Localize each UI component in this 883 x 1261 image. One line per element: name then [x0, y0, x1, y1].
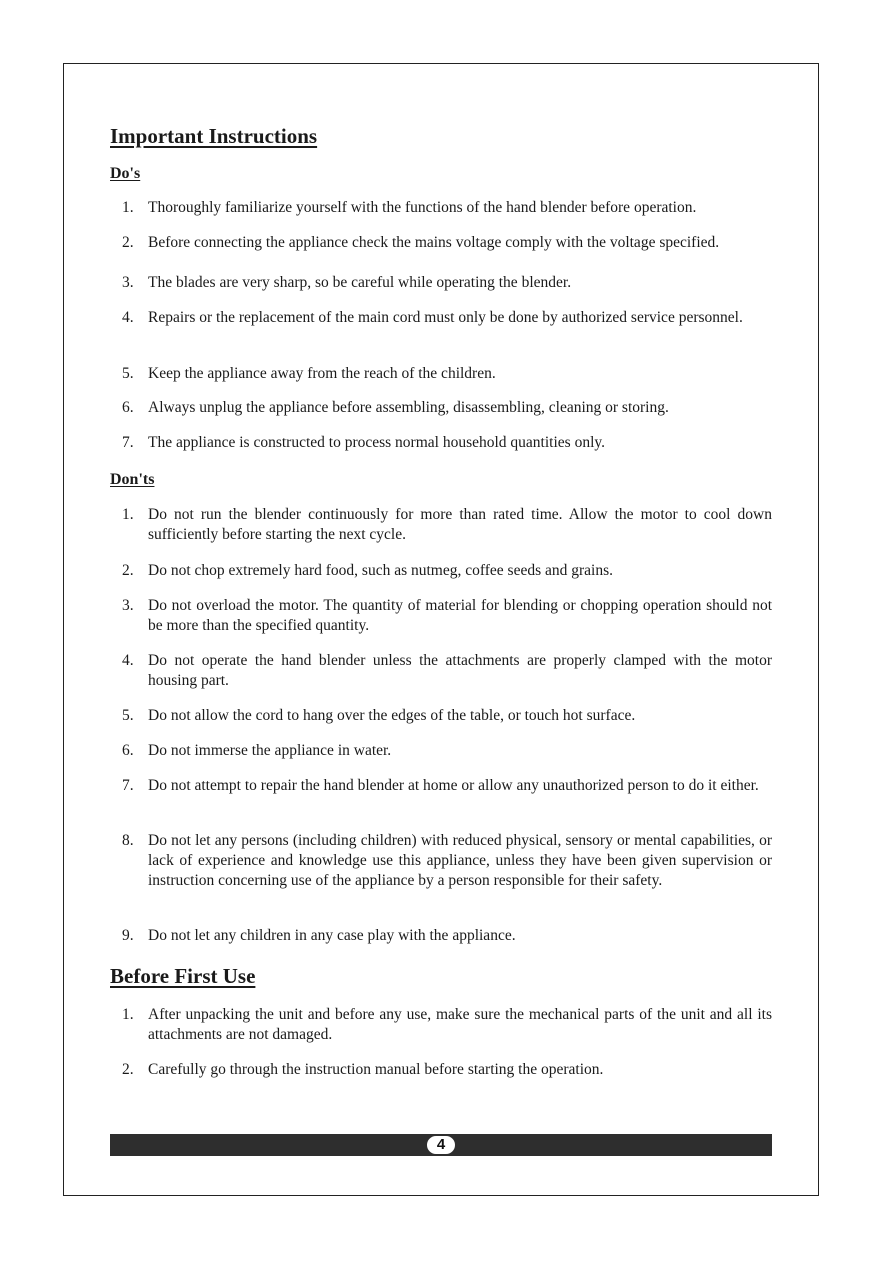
item-text: Carefully go through the instruction manual before starting the operation. — [148, 1061, 604, 1078]
item-number: 7. — [122, 777, 134, 794]
page-number: 4 — [426, 1135, 456, 1155]
item-number: 7. — [122, 434, 134, 451]
item-text: Do not attempt to repair the hand blender at home or allow any unauthorized person to do it either. — [148, 777, 759, 794]
item-text: Before connecting the appliance check the mains voltage comply with the voltage specified. — [148, 234, 720, 251]
item-text: The blades are very sharp, so be careful while operating the blender. — [148, 274, 572, 291]
page-title: Important Instructions — [110, 124, 318, 148]
item-number: 3. — [122, 274, 134, 291]
item-text: Do not let any persons (including children) with reduced physical, sensory or mental capabilities, or lack of experience and knowledge use this appliance, unless they have been given supervision or instruction concerning use of the appliance by a person responsible for their safety. — [148, 832, 772, 889]
dos-heading: Do's — [110, 165, 141, 182]
item-text: Do not let any children in any case play with the appliance. — [148, 927, 516, 944]
item-number: 1. — [122, 199, 134, 216]
item-number: 3. — [122, 597, 134, 614]
item-text: Do not chop extremely hard food, such as nutmeg, coffee seeds and grains. — [148, 562, 614, 579]
item-number: 5. — [122, 365, 134, 382]
item-text: After unpacking the unit and before any use, make sure the mechanical parts of the unit and all its attachments are not damaged. — [148, 1006, 772, 1043]
item-number: 5. — [122, 707, 134, 724]
item-text: The appliance is constructed to process normal household quantities only. — [148, 434, 605, 451]
item-number: 4. — [122, 652, 134, 669]
item-text: Do not operate the hand blender unless the attachments are properly clamped with the motor housing part. — [148, 652, 772, 689]
item-text: Do not allow the cord to hang over the edges of the table, or touch hot surface. — [148, 707, 636, 724]
item-text: Keep the appliance away from the reach of the children. — [148, 365, 496, 382]
item-text: Thoroughly familiarize yourself with the functions of the hand blender before operation. — [148, 199, 697, 216]
item-number: 8. — [122, 832, 134, 849]
item-text: Do not run the blender continuously for more than rated time. Allow the motor to cool down sufficiently before starting the next cycle. — [148, 506, 772, 543]
item-number: 4. — [122, 309, 134, 326]
item-text: Do not overload the motor. The quantity of material for blending or chopping operation should not be more than the specified quantity. — [148, 597, 772, 634]
item-number: 9. — [122, 927, 134, 944]
item-number: 2. — [122, 562, 134, 579]
item-number: 2. — [122, 234, 134, 251]
item-number: 2. — [122, 1061, 134, 1078]
item-text: Repairs or the replacement of the main cord must only be done by authorized service personnel. — [148, 309, 743, 326]
item-text: Always unplug the appliance before assembling, disassembling, cleaning or storing. — [148, 399, 669, 416]
item-number: 6. — [122, 742, 134, 759]
donts-heading: Don'ts — [110, 471, 155, 488]
item-text: Do not immerse the appliance in water. — [148, 742, 392, 759]
section-title: Before First Use — [110, 964, 256, 988]
footer-bar — [110, 1134, 772, 1156]
item-number: 6. — [122, 399, 134, 416]
item-number: 1. — [122, 506, 134, 523]
item-number: 1. — [122, 1006, 134, 1023]
